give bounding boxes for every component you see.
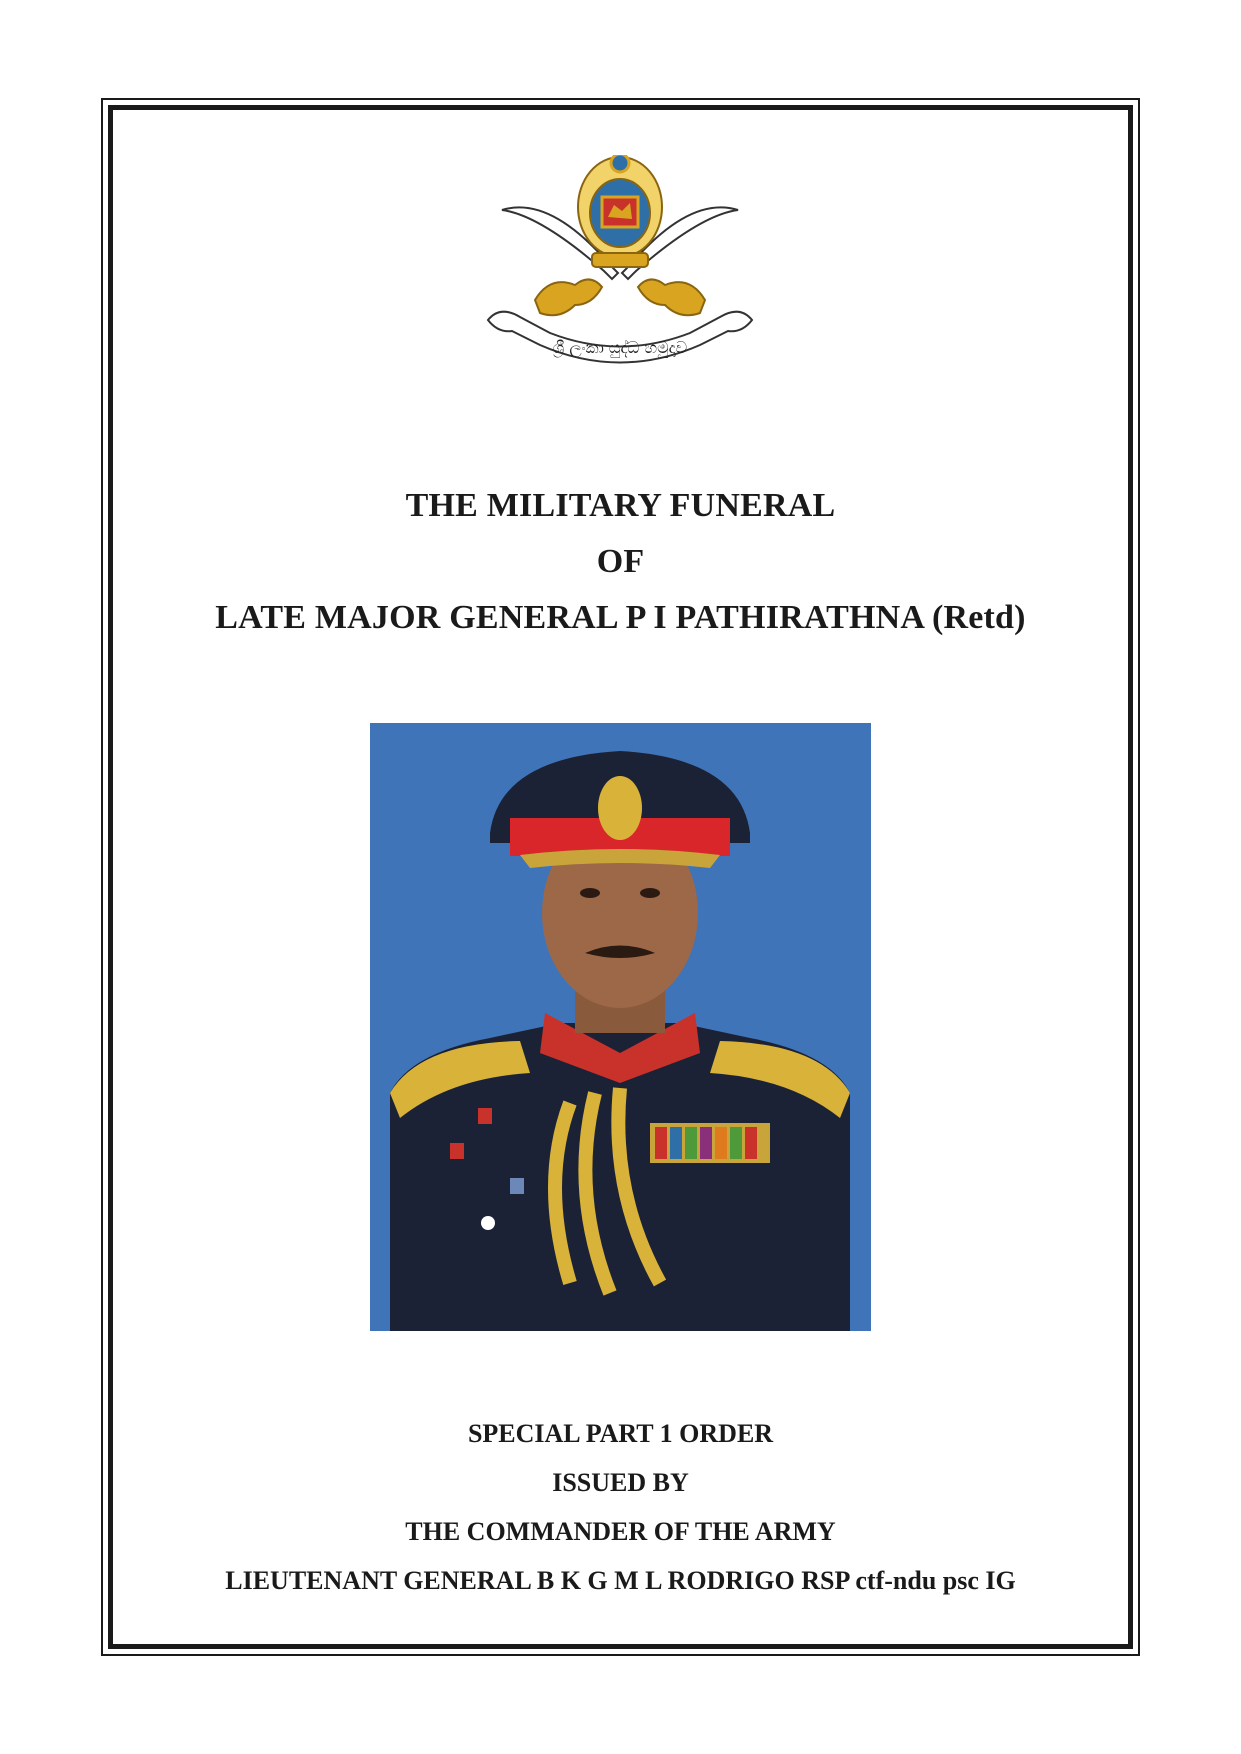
title-line-1: THE MILITARY FUNERAL bbox=[405, 487, 836, 524]
document-title bbox=[120, 478, 1121, 646]
order-line-1: SPECIAL PART 1 ORDER bbox=[467, 1419, 774, 1448]
crest-scroll-text: ශ්‍රී ලංකා යුද්ධ හමුදාව bbox=[552, 338, 688, 357]
order-line-3: THE COMMANDER OF THE ARMY bbox=[405, 1517, 836, 1546]
officer-portrait-photo bbox=[370, 723, 871, 1331]
title-line-2: OF bbox=[596, 543, 645, 580]
order-line-2: ISSUED BY bbox=[552, 1468, 689, 1497]
order-issuer-block bbox=[120, 1409, 1121, 1605]
order-line-4: LIEUTENANT GENERAL B K G M L RODRIGO RSP ctf-ndu psc IG bbox=[225, 1566, 1016, 1595]
army-crest-emblem bbox=[480, 155, 760, 385]
title-line-3: LATE MAJOR GENERAL P I PATHIRATHNA (Retd) bbox=[215, 599, 1026, 636]
